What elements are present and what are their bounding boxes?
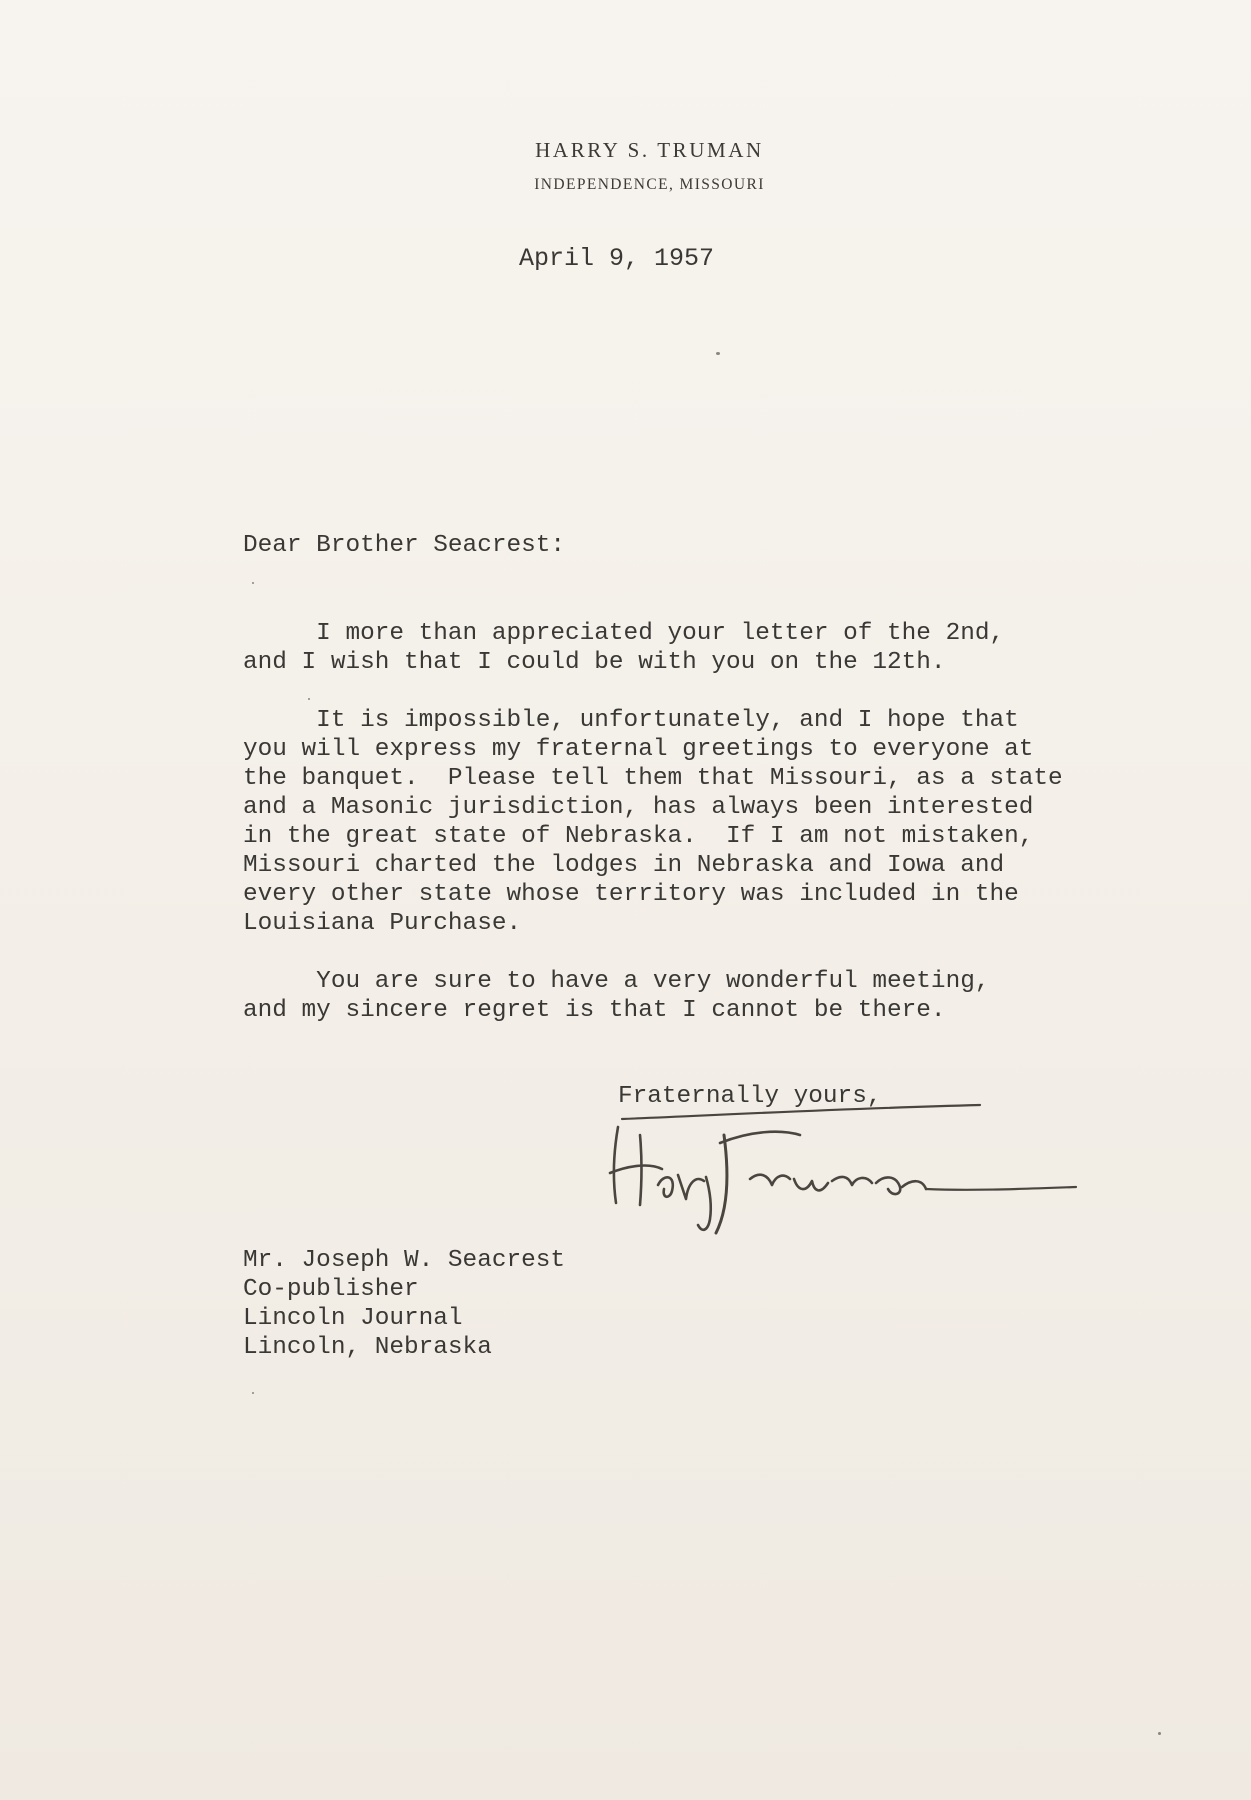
letter-date: April 9, 1957	[519, 244, 715, 273]
body-line: the banquet. Please tell them that Missouri, as a state	[243, 765, 1063, 792]
signature	[600, 1095, 1080, 1245]
body-line: every other state whose territory was included in the	[243, 881, 1019, 908]
body-line: You are sure to have a very wonderful meeting,	[243, 968, 990, 995]
recipient-line: Co-publisher	[243, 1276, 419, 1303]
body-line: you will express my fraternal greetings to everyone at	[243, 736, 1034, 763]
letterhead-place: INDEPENDENCE, MISSOURI	[534, 176, 765, 193]
paper-speck	[716, 352, 720, 355]
body-line: in the great state of Nebraska. If I am not mistaken,	[243, 823, 1034, 850]
paper-speck	[252, 582, 254, 584]
recipient-line: Lincoln Journal	[243, 1305, 463, 1332]
body-line: I more than appreciated your letter of the 2nd,	[243, 620, 1005, 647]
paper-speck	[1158, 1732, 1161, 1735]
paper-speck	[252, 1392, 254, 1394]
salutation: Dear Brother Seacrest:	[243, 532, 566, 559]
letterhead-name: HARRY S. TRUMAN	[535, 138, 764, 162]
body-line: and I wish that I could be with you on the 12th.	[243, 649, 946, 676]
body-line: and my sincere regret is that I cannot be there.	[243, 997, 946, 1024]
paper-speck	[308, 698, 310, 700]
recipient-line: Mr. Joseph W. Seacrest	[243, 1247, 566, 1274]
closing: Fraternally yours,	[618, 1083, 882, 1110]
body-line: and a Masonic jurisdiction, has always been interested	[243, 794, 1034, 821]
recipient-line: Lincoln, Nebraska	[243, 1334, 492, 1361]
body-line: It is impossible, unfortunately, and I hope that	[243, 707, 1019, 734]
body-line: Missouri charted the lodges in Nebraska and Iowa and	[243, 852, 1005, 879]
body-line: Louisiana Purchase.	[243, 910, 522, 937]
